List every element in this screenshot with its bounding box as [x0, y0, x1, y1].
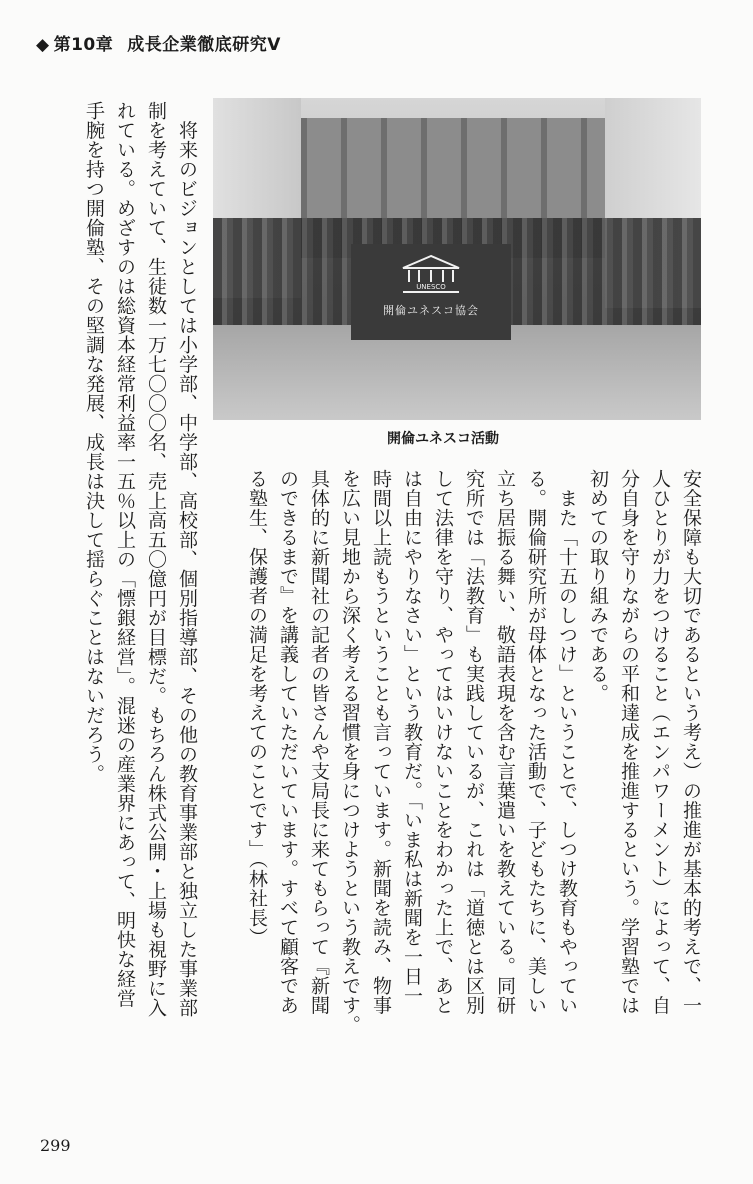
running-header	[36, 30, 281, 55]
text-line: 究所では「法教育」も実践しているが、これは「道徳とは区別	[463, 469, 485, 1015]
text-line: 具体的に新聞社の記者の皆さんや支局長に来てもらって『新聞	[308, 469, 330, 1015]
body-text-upper	[206, 469, 706, 1129]
text-line: 安全保障も大切であるという考え）の推進が基本的考えで、一	[680, 469, 702, 1015]
header-marker: ◆	[36, 35, 50, 55]
text-line: のできるまで』を講義していただいています。すべて顧客であ	[277, 469, 299, 1015]
text-line: れている。めざすのは総資本経常利益率一五％以上の「慓銀経営」。混迷の産業界にあって、明快な経営	[114, 101, 136, 1008]
text-line: 立ち居振る舞い、敬語表現を含む言葉遣いを教えている。同研	[494, 469, 516, 1015]
banner-text: 開倫ユネスコ協会	[383, 304, 479, 317]
svg-text:UNESCO: UNESCO	[416, 283, 446, 291]
unesco-banner	[351, 244, 511, 340]
body-text-lower	[66, 101, 202, 1131]
text-line: また「十五のしつけ」ということで、しつけ教育もやってい	[556, 469, 578, 1015]
text-line: 将来のビジョンとしては小学部、中学部、高校部、個別指導部、その他の教育事業部と独立した事業部	[176, 101, 198, 1018]
text-line: 時間以上読もうということも言っています。新聞を読み、物事	[370, 469, 392, 1015]
unesco-logo-icon	[399, 254, 463, 298]
text-line: 手腕を持つ開倫塾、その堅調な発展、成長は決して揺らぐことはないだろう。	[83, 101, 105, 784]
text-line: を広い見地から深く考える習慣を身につけようという教えです。	[339, 469, 361, 1035]
text-line: る。開倫研究所が母体となった活動で、子どもたちに、美しい	[525, 469, 547, 1015]
photo-caption: 開倫ユネスコ活動	[387, 431, 499, 447]
unesco-group-photo	[213, 98, 701, 420]
chapter-label: 第10章	[53, 35, 114, 55]
text-line: 人ひとりが力をつけること（エンパワーメント）によって、自	[649, 469, 671, 1015]
text-line: は自由にやりなさい」という教育だ。「いま私は新聞を一日一	[401, 469, 423, 1006]
text-line: 分自身を守りながらの平和達成を推進するという。学習塾では	[618, 469, 640, 1015]
text-line: る塾生、保護者の満足を考えてのことです」（林社長）	[246, 469, 268, 947]
text-line: 制を考えていて、生徒数一万七〇〇〇名、売上高五〇億円が目標だ。もちろん株式公開・上場も視野に入	[145, 101, 167, 1018]
text-line: して法律を守り、やってはいけないことをわかった上で、あと	[432, 469, 454, 1015]
text-line: 初めての取り組みである。	[587, 469, 609, 703]
chapter-title: 成長企業徹底研究Ⅴ	[127, 35, 281, 55]
page-number: 299	[40, 1136, 71, 1155]
